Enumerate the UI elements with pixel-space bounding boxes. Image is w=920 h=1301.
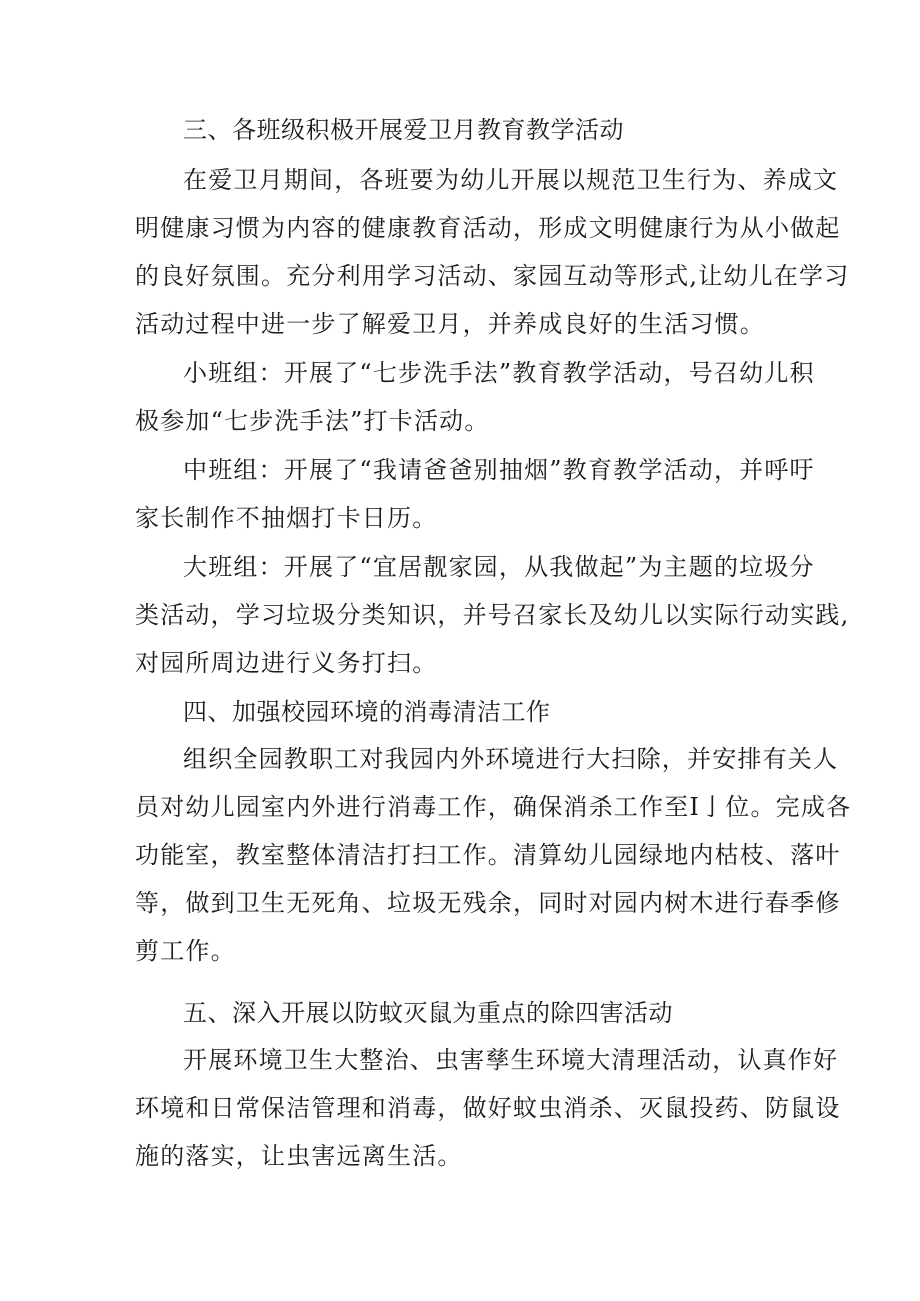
section-5-para-line: 环境和日常保洁管理和消毒，做好蚊虫消杀、灭鼠投药、防鼠设	[135, 1094, 841, 1122]
middle-class-para-line: 中班组：开展了“我请爸爸别抽烟”教育教学活动，并呼吁	[183, 456, 815, 484]
section-3-para-line: 活动过程中进一步了解爱卫月，并养成良好的生活习惯。	[135, 310, 765, 338]
small-class-para-line: 极参加“七步洗手法”打卡活动。	[135, 407, 490, 435]
small-class-para-line: 小班组：开展了“七步洗手法”教育教学活动，号召幼儿积	[183, 359, 815, 387]
section-3-para-line: 在爱卫月期间，各班要为幼儿开展以规范卫生行为、养成文	[183, 166, 839, 194]
big-class-para-line: 对园所周边进行义务打扫。	[135, 649, 438, 677]
middle-class-para-line: 家长制作不抽烟打卡日历。	[135, 504, 438, 532]
section-4-para-line: 组织全园教职工对我园内外环境进行大扫除，并安排有关人	[183, 745, 839, 773]
big-class-para-line: 大班组：开展了“宜居靓家园，从我做起”为主题的垃圾分	[183, 553, 815, 581]
section-4-para-line: 员对幼儿园室内外进行消毒工作，确保消杀工作至I亅位。完成各	[135, 793, 852, 821]
section-3-para-line: 的良好氛围。充分利用学习活动、家园互动等形式,让幼儿在学习	[135, 262, 850, 290]
section-5-para-line: 施的落实，让虫害远离生活。	[135, 1142, 463, 1170]
section-5-para-line: 开展环境卫生大整治、虫害孳生环境大清理活动，认真作好	[183, 1046, 839, 1074]
section-3-para-line: 明健康习惯为内容的健康教育活动，形成文明健康行为从小做起	[135, 214, 841, 242]
section-4-para-line: 等，做到卫生无死角、垃圾无残余，同时对园内树木进行春季修	[135, 889, 841, 917]
section-3-heading: 三、各班级积极开展爱卫月教育教学活动	[183, 116, 624, 144]
section-4-para-line: 功能室，教室整体清洁打扫工作。清算幼儿园绿地内枯枝、落叶	[135, 841, 841, 869]
big-class-para-line: 类活动，学习垃圾分类知识，并号召家长及幼儿以实际行动实践,	[135, 601, 850, 629]
section-4-para-line: 剪工作。	[135, 937, 236, 965]
section-5-heading: 五、深入开展以防蚊灭鼠为重点的除四害活动	[183, 999, 673, 1027]
section-4-heading: 四、加强校园环境的消毒清洁工作	[183, 698, 551, 726]
